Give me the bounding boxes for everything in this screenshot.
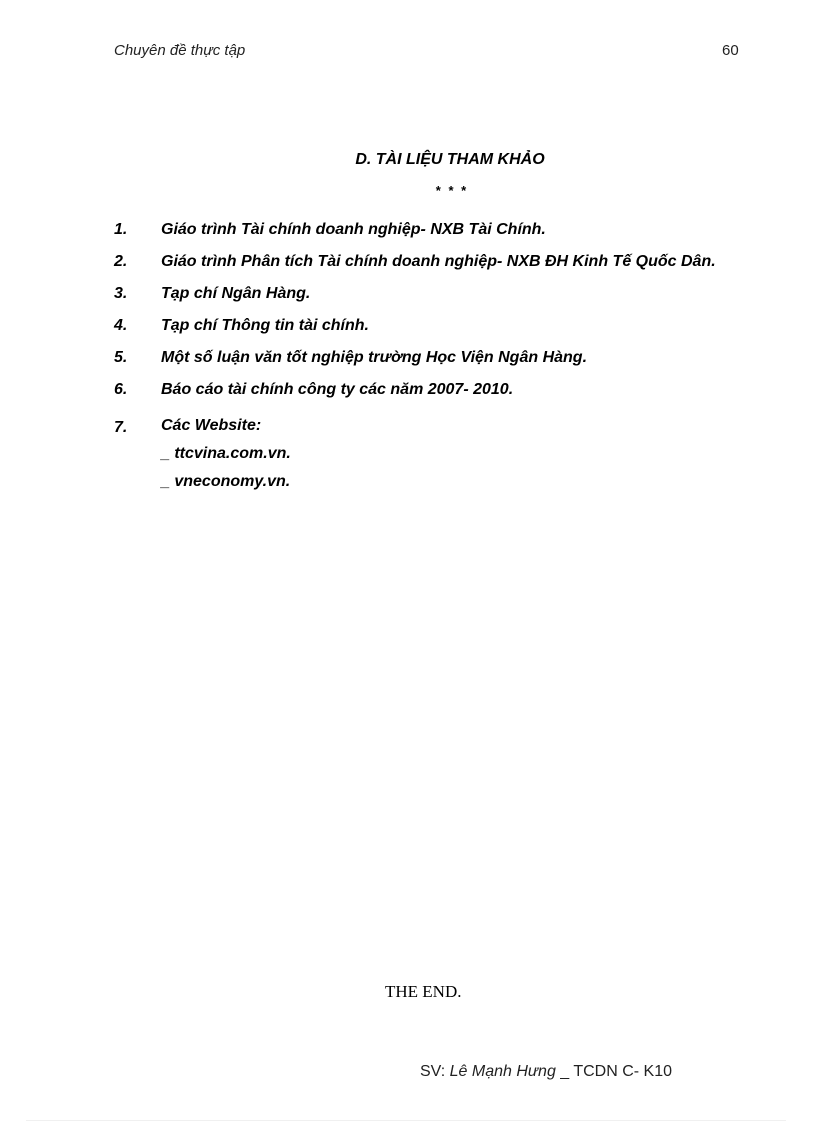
section-title: D. TÀI LIỆU THAM KHẢO [355,151,545,168]
reference-text: Báo cáo tài chính công ty các năm 2007- 2010. [161,381,514,398]
reference-number: 7. [114,419,128,436]
reference-number: 2. [114,253,128,270]
page-number: 60 [722,42,739,59]
reference-item [114,374,740,406]
reference-item [114,310,740,342]
reference-item [114,246,740,278]
reference-item [114,342,740,374]
reference-number: 3. [114,285,128,302]
reference-text [161,412,740,496]
running-header-title: Chuyên đề thực tập [114,42,246,59]
reference-text: Tạp chí Ngân Hàng. [161,285,311,302]
page-edge-divider [26,1120,786,1121]
reference-number: 5. [114,349,128,366]
footer [420,1063,672,1081]
reference-text: Giáo trình Phân tích Tài chính doanh nghiệp- NXB ĐH Kinh Tế Quốc Dân. [161,253,716,270]
student-name: Lê Mạnh Hưng [449,1063,556,1080]
websites-label: Các Website: [161,417,262,434]
reference-item [114,214,740,246]
reference-number: 1. [114,221,128,238]
closing-text: THE END. [385,982,462,1001]
reference-list [114,214,740,496]
reference-text: Giáo trình Tài chính doanh nghiệp- NXB Tài Chính. [161,221,546,238]
section-separator: * * * [435,183,469,198]
reference-item [114,278,740,310]
footer-prefix: SV: [420,1063,450,1080]
website-item: _ vneconomy.vn. [161,473,291,490]
reference-text: Tạp chí Thông tin tài chính. [161,317,369,334]
reference-number: 6. [114,381,128,398]
reference-item [114,412,740,496]
reference-number: 4. [114,317,128,334]
footer-class: _ TCDN C- K10 [555,1063,673,1080]
reference-text: Một số luận văn tốt nghiệp trường Học Viện Ngân Hàng. [161,349,588,366]
website-item: _ ttcvina.com.vn. [161,445,291,462]
